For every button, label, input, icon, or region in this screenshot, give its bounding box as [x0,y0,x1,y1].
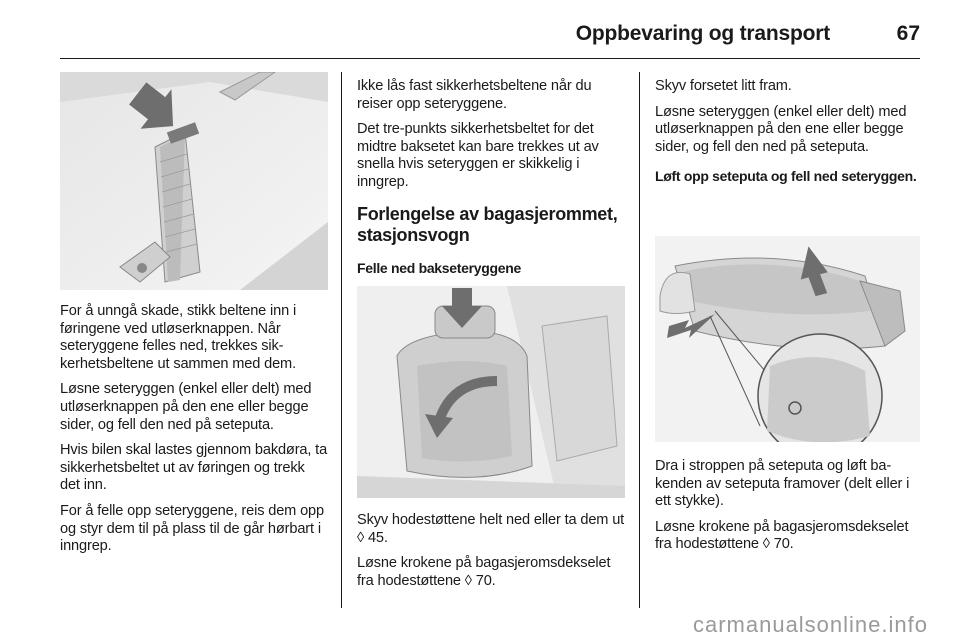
column-1 [60,303,328,564]
watermark: carmanualsonline.info [692,612,928,637]
page-title: Oppbevaring og transport [575,22,830,45]
section-heading: Forlengelse av bagasjerommet, stasjonsvogn [357,203,618,245]
column-divider-left [341,72,342,608]
column-2-top [357,78,625,293]
page-number: 67 [896,22,920,45]
paragraph: Dra i stroppen på seteputa og løft bakenden av seteputa framover (delt eller i ett stykke). [655,458,910,510]
paragraph: Løsne krokene på bagasjeromsdekselet fra hodestøttene ◊ 70. [357,555,611,589]
paragraph: Det tre-punkts sikkerhetsbeltet for det midtre baksetet kan bare trekkes ut av snella hvis seteryggen er skikkelig i inngrep. [357,121,599,190]
column-3-top [655,78,923,201]
paragraph: Løsne seteryggen (enkel eller delt) med utløserknappen på den ene eller begge sider, og fell den ned på seteputa. [60,381,312,433]
section-subheading: Felle ned bakseteryggene [357,259,521,276]
column-3-bottom [655,458,923,562]
paragraph: For å felle opp seteryggene, reis dem opp og styr dem til på plass til de går hørbart i inngrep. [60,502,324,555]
column-2-bottom [357,512,625,598]
paragraph: For å unngå skade, stikk beltene inn i føringene ved utløserknappen. Når seteryggene felles ned, trekkes sikkerhetsbeltene ut sammen med dem. [60,303,297,372]
seat-cushion-lift-illustration [655,236,920,442]
paragraph: Løsne seteryggen (enkel eller delt) med utløserknappen på den ene eller begge sider, og fell den ned på seteputa. [655,103,907,155]
seatback-fold-illustration [357,286,625,498]
paragraph: Skyv forsetet litt fram. [655,78,792,94]
paragraph: Ikke lås fast sikkerhetsbeltene når du reiser opp seteryggene. [357,78,592,112]
seatbelt-guide-illustration [60,72,328,290]
page-header [60,18,920,59]
column-divider-right [639,72,640,608]
section-subheading: Løft opp seteputa og fell ned seteryggen. [655,168,917,185]
paragraph: Hvis bilen skal lastes gjennom bakdøra, ta sikkerhetsbeltet ut av føringen og trekk det inn. [60,442,328,494]
paragraph: Skyv hodestøttene helt ned eller ta dem ut ◊ 45. [357,512,625,546]
paragraph: Løsne krokene på bagasjeromsdekselet fra hodestøttene ◊ 70. [655,518,909,553]
